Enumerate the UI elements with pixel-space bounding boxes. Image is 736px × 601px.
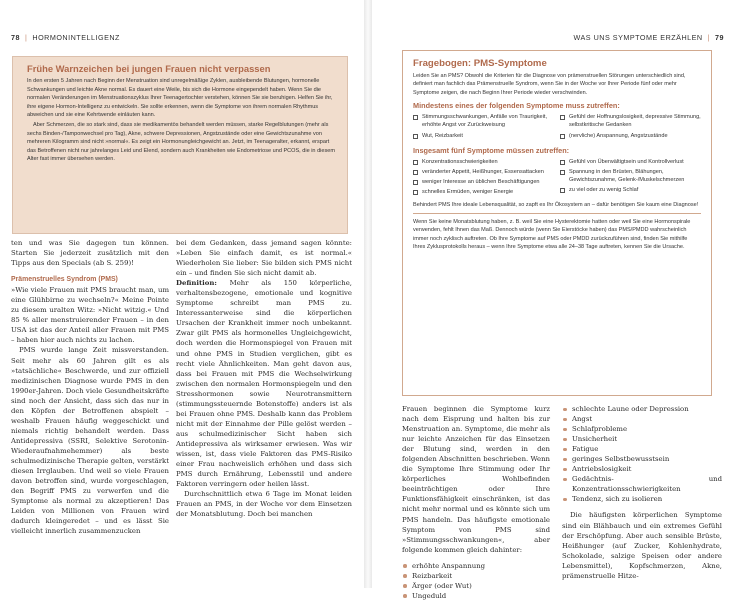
left-page: [0, 0, 364, 588]
checkbox-icon[interactable]: [560, 134, 565, 139]
body-paragraph: ten und was Sie dagegen tun können. Starten Sie jederzeit zusätzlich mit den Tipps aus den Specials (ab S. 259)!: [11, 239, 169, 268]
right-column-2: [562, 404, 722, 581]
body-paragraph: bei dem Gedanken, dass jemand sagen könnte: »Leben Sie einfach damit, es ist normal.« Wiederholen Sie lieber: Sie bilden sich PMS nicht ein – und finden Sie sich nicht damit ab.: [176, 239, 352, 278]
symptom-checkbox-item[interactable]: schnelles Ermüden, weniger Energie: [413, 188, 554, 196]
symptom-checkbox-item[interactable]: Spannung in den Brüsten, Blähungen, Gewichtszunahme, Gelenk-/Muskelschmerzen: [560, 168, 701, 184]
symptom-checkbox-item[interactable]: veränderter Appetit, Heißhunger, Essensattacken: [413, 168, 554, 176]
checkbox-icon[interactable]: [560, 115, 565, 120]
symptom-checkbox-item[interactable]: Stimmungsschwankungen, Anfälle von Traurigkeit, erhöhte Angst vor Zurückweisung: [413, 113, 554, 129]
checkbox-icon[interactable]: [413, 115, 418, 120]
body-paragraph: Frauen beginnen die Symptome kurz nach dem Eisprung und halten bis zur Menstruation an. Symptome, die mehr als nur leichte Anzeichen für das Einsetzen der Blutung sind, werden in den folgenden Abschnitten beschrieben. Wenn die Symptome Ihre Stimmung oder Ihr körperliches Wohlbefinden beeinträchtigen oder Ihre Funktionsfähigkeit einschränken, ist das nicht mehr normal und es könnte sich um PMS handeln. Das häufigste emotionale Symptom von PMS sind »Stimmungsschwankungen«, aber folgende kommen gleich dahinter:: [402, 405, 550, 554]
left-running-header: 78 | HORMONINTELLIGENZ: [11, 33, 120, 42]
questionnaire-divider: [413, 213, 701, 214]
symptom-checkbox-item[interactable]: Gefühl von Überwältigtsein und Kontrollverlust: [560, 158, 701, 166]
list-item: Antriebslosigkeit: [562, 464, 722, 474]
definition-text: Mehr als 150 körperliche, verhaltensbezogene, emotionale und kognitive Symptome schreibt man PMS zu. Interessanterweise sind die körperlichen Ursachen der Krankheit immer noch unbekannt. Zwar gilt PMS als hormonelles Ungleichgewicht, doch werden die Hormonspiegel von Frauen mit und ohne PMS in Studien verglichen, gibt es recht viele Ähnlichkeiten. Man geht davon aus, dass bei Frauen mit PMS die Wechselwirkung zwischen den normalen Hormonspiegeln und den Stresshormonen sowie Neurotransmittern (stimmungssteuernde Botenstoffe) anders ist als bei Frauen ohne PMS. Deshalb kann das Problem nicht mit der Einnahme der Pille gelöst werden – aus schulmedizinischer Sicht haben sich Antidepressiva als wirksamer erwiesen. Was wir wissen, ist, dass viele Faktoren das PMS-Risiko einer Frau nachweislich erhöhen und dass sich PMS durch Ernährung, Lebensstil und andere Faktoren verringern oder heilen lässt.: [176, 279, 352, 489]
right-running-header: WAS UNS SYMPTOME ERZÄHLEN | 79: [573, 33, 724, 42]
definition-label: Definition:: [176, 279, 217, 288]
questionnaire-heading-1: Mindestens eines der folgenden Symptome muss zutreffen:: [413, 101, 620, 111]
list-item: Ärger (oder Wut): [402, 581, 550, 591]
list-item: Fatigue: [562, 444, 722, 454]
body-paragraph: Die häufigsten körperlichen Symptome sind ein Blähbauch und ein extremes Gefühl der Erschöpfung. Aber auch sensible Brüste, Heißhunger (auf Zucker, Kohlenhydrate, Schokolade, salzige Speisen oder andere Lebensmittel), Kopfschmerzen, Akne, prämenstruelle Hitze-: [562, 511, 722, 580]
sidebox-paragraph: Aber Schmerzen, die so stark sind, dass sie medikamentös behandelt werden müssen, starke Regelblutungen (mehr als sechs Binden-/Tamponwechsel pro Tag), Akne, schwere Depressionen, Angstzustände oder eine Gewichtszunahme von mehreren Kilogramm sind nicht »normal«. Es zeigt ein Hormonungleichgewicht an. Jetzt, im Teenageralter, erkannt, erspart das Betroffenen nicht nur jahrelanges Leid und Elend, sondern auch Krankheiten wie Endometriose und PCOS, die in diesem Alter fast immer übersehen werden.: [27, 121, 335, 163]
checkbox-icon[interactable]: [560, 170, 565, 175]
questionnaire-footnote-2: Wenn Sie keine Monatsblutung haben, z. B. weil Sie eine Hysterektomie hatten oder weil Sie eine Hormonspirale verwenden, fehlt Ihnen das Maß. Dennoch würde (wenn Sie Eierstöcke haben) das PMS/PMDD wahrscheinlich immer noch zyklisch auftreten. Ob Ihre Symptome auf PMS oder PMDD zurückzuführen sind, finden Sie mithilfe Ihres Zyklusprotokolls heraus – wenn Ihre Symptome etwa alle 24–38 Tage auftreten, kennen Sie die Ursache.: [413, 219, 691, 251]
warning-signs-sidebox: [12, 56, 348, 234]
sidebox-paragraph: In den ersten 5 Jahren nach Beginn der Menstruation sind unregelmäßige Zyklen, ausbleibende Blutungen, hormonelle Schwankungen und leichte Akne normal. Es dauert eine Weile, bis sich die Hormone eingependelt haben. Wenn Sie die normalen Veränderungen im Menstruationszyklus Ihrer Teenagertochter verstehen, können Sie sie beruhigen. Helfen Sie ihr, ihre eigene Hormon-Intelligenz zu entwickeln. Sie sollte erkennen, wenn die Symptome von ihrem normalen Rhythmus abweichen und sie eine Kehrtwende einläuten kann.: [27, 78, 333, 119]
checkbox-icon[interactable]: [560, 188, 565, 193]
checkbox-icon[interactable]: [413, 160, 418, 165]
right-page: [372, 0, 736, 600]
section-heading-pms: Prämenstruelles Syndrom (PMS): [11, 276, 118, 284]
list-item: Schlafprobleme: [562, 424, 722, 434]
right-running-head: WAS UNS SYMPTOME ERZÄHLEN: [573, 33, 703, 42]
symptom-checkbox-item[interactable]: Gefühl der Hoffnungslosigkeit, depressive Stimmung, selbstkritische Gedanken: [560, 113, 701, 129]
checkbox-icon[interactable]: [560, 160, 565, 165]
symptom-checkbox-item[interactable]: (nervliche) Anspannung, Angstzustände: [560, 132, 701, 140]
symptom-checkbox-item[interactable]: weniger Interesse an üblichen Beschäftigungen: [413, 178, 554, 186]
list-item: Ungeduld: [402, 591, 550, 601]
checkbox-icon[interactable]: [413, 134, 418, 139]
more-symptom-list: [562, 404, 722, 504]
questionnaire-intro: Leiden Sie an PMS? Obwohl die Kriterien für die Diagnose von prämenstruellen Störungen unterschiedlich sind, definiert man fachlich das Prämenstruelle Syndrom, wenn Sie in der Woche vor Ihrer Periode fünf oder mehr Symptome zeigen, die nach Beginn Ihrer Periode wieder verschwinden.: [413, 73, 686, 96]
list-item: Tendenz, sich zu isolieren: [562, 494, 722, 504]
questionnaire-footnote-1: Behindert PMS Ihre ideale Lebensqualität, so zapft es Ihr Ökosystem an – dafür benötigen Sie kaum eine Diagnose!: [413, 201, 699, 208]
definition-paragraph: [176, 278, 352, 489]
sidebox-title: Frühe Warnzeichen bei jungen Frauen nicht verpassen: [27, 63, 271, 74]
left-column-1: [11, 238, 169, 536]
body-paragraph: »Wie viele Frauen mit PMS braucht man, um eine Glühbirne zu wechseln?« Meine Pointe zu diesem uralten Witz: »Nicht witzig.« Und 85 % aller menstruierender Frauen – in den USA ist das der Anteil aller Frauen mit PMS – haben hier auch nichts zu lachen.: [11, 286, 169, 345]
body-paragraph: PMS wurde lange Zeit missverstanden. Seit mehr als 60 Jahren gilt es als »tatsächliche« Beschwerde, und zur offiziell medizinischen Diagnose wurde PMS in den 1990er-Jahren. Doch viele Gesundheitskräfte sind noch der Ansicht, dass sich das nur in den Köpfen der Betroffenen abspielt – weshalb Frauen häufig weggeschickt und niemals richtig behandelt werden. Dass Antidepressiva (SSRI, Selektive Serotonin-Wiederaufnahmehemmer) als beste schulmedizinische Therapie gelten, verstärkt diesen Irrglauben. Und weil so viele Frauen davon betroffen sind, wurde vorgeschlagen, den Begriff PMS zu verwerfen und die Symptome als normal zu akzeptieren! Das Leiden von Millionen von Frauen wird dadurch kleingeredet – und es lässt Sie vielleicht innerlich zusammenzucken: [11, 346, 169, 536]
symptom-checkbox-item[interactable]: Konzentrationsschwierigkeiten: [413, 158, 554, 166]
right-page-number: 79: [715, 33, 724, 42]
list-item: Gedächtnis- und Konzentrationsschwierigkeiten: [562, 474, 722, 494]
list-item: erhöhte Anspannung: [402, 561, 550, 571]
left-running-head: HORMONINTELLIGENZ: [32, 33, 120, 42]
questionnaire-heading-2: Insgesamt fünf Symptome müssen zutreffen:: [413, 145, 570, 155]
list-item: Angst: [562, 414, 722, 424]
list-item: geringes Selbstbewusstsein: [562, 454, 722, 464]
pms-questionnaire-box: [402, 50, 712, 396]
checkbox-icon[interactable]: [413, 190, 418, 195]
left-column-2: [176, 238, 352, 519]
symptom-checkbox-item[interactable]: Wut, Reizbarkeit: [413, 132, 554, 140]
emotional-symptom-list: [402, 561, 550, 601]
checkbox-group-1: [413, 113, 701, 142]
checkbox-group-2: [413, 158, 701, 199]
sidebox-body: [27, 77, 337, 164]
list-item: Unsicherheit: [562, 434, 722, 444]
body-paragraph: Durchschnittlich etwa 6 Tage im Monat leiden Frauen an PMS, in der Woche vor dem Einsetzen der Monatsblutung. Doch bei manchen: [176, 490, 352, 519]
symptom-checkbox-item[interactable]: zu viel oder zu wenig Schlaf: [560, 186, 701, 194]
checkbox-icon[interactable]: [413, 170, 418, 175]
list-item: Reizbarkeit: [402, 571, 550, 581]
right-column-1: [402, 404, 550, 601]
book-gutter: [364, 0, 372, 588]
checkbox-icon[interactable]: [413, 180, 418, 185]
list-item: schlechte Laune oder Depression: [562, 404, 722, 414]
left-page-number: 78: [11, 33, 20, 42]
questionnaire-title: Fragebogen: PMS-Symptome: [413, 58, 547, 69]
